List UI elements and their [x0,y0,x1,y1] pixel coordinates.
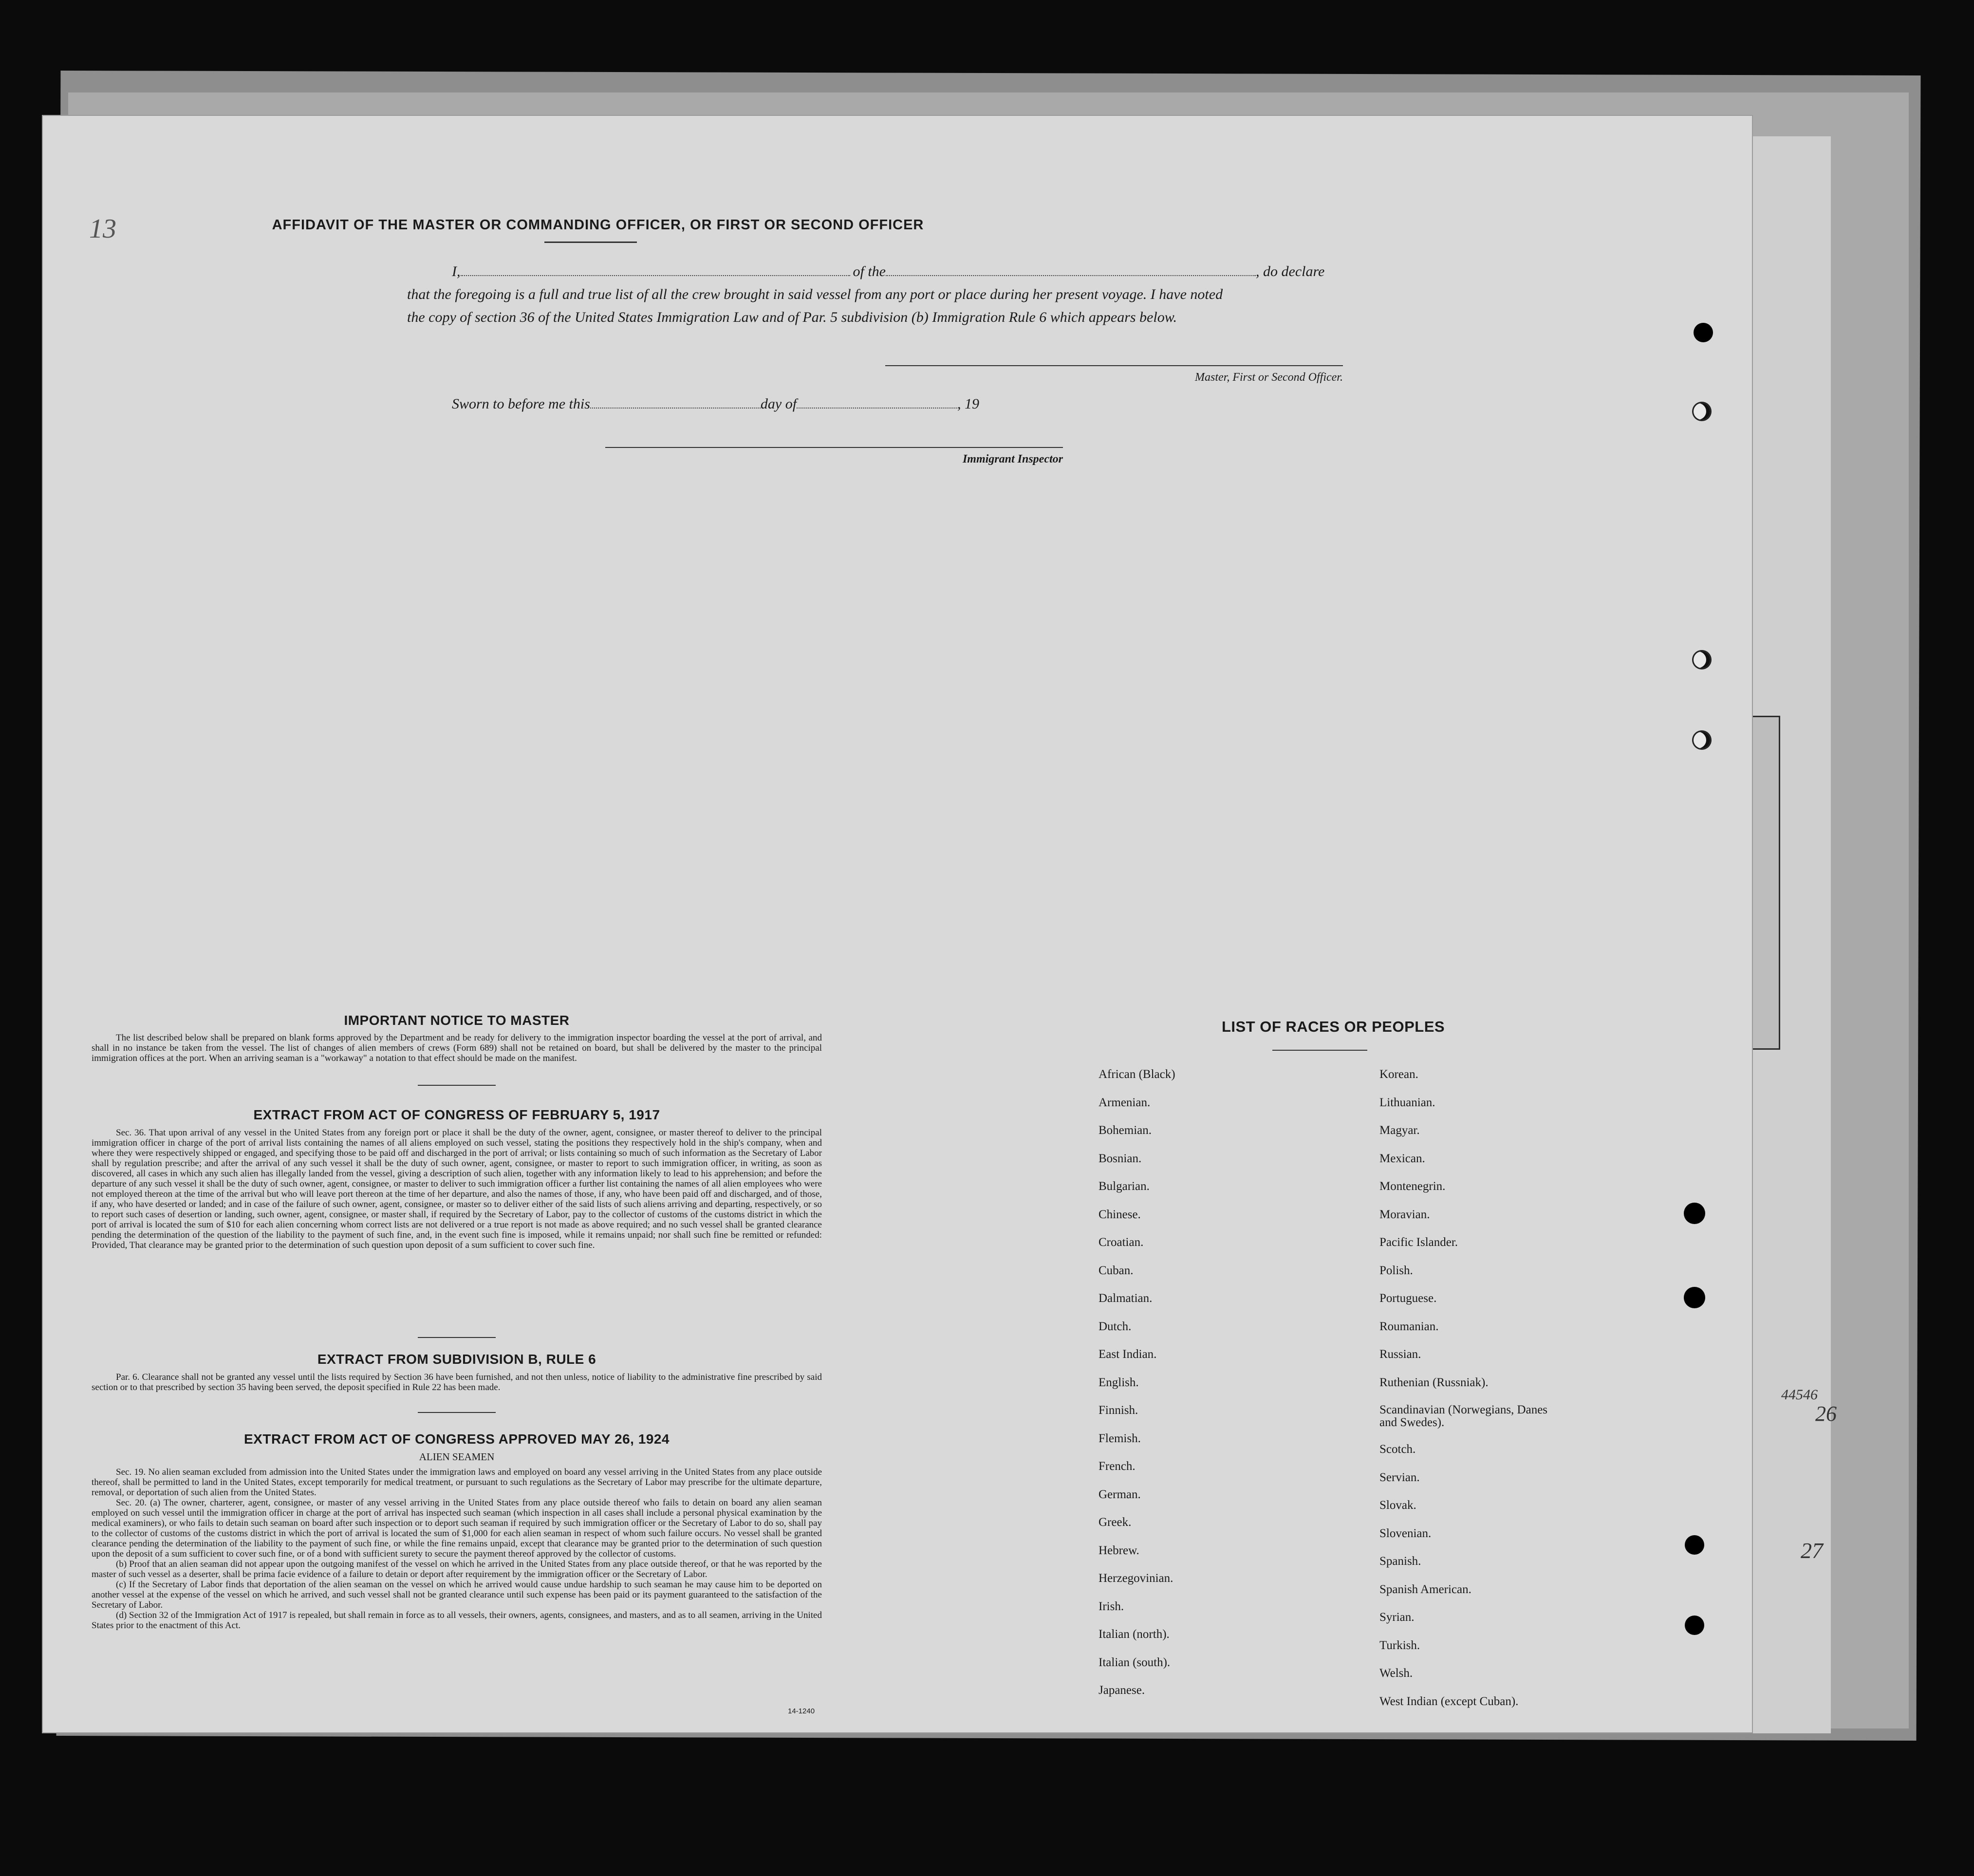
race-item: Italian (south). [1099,1655,1171,1669]
race-item: West Indian (except Cuban). [1379,1694,1519,1708]
races-right-column [1379,1068,1652,1723]
inspector-signature-caption: Immigrant Inspector [962,453,1063,465]
race-item: Italian (north). [1099,1628,1170,1641]
sec20c-text: (c) If the Secretary of Labor finds that deportation of the alien seaman on the vessel on which he arrived would cause undue hardship to such seaman he may cause him to be deported on another vessel at the expense of the vessel on which he arrived, and such vessel shall not be granted clearance until such expense has been paid or its payment guaranteed to the satisfaction of the Secretary of Labor. [92,1579,822,1610]
race-item: Montenegrin. [1379,1180,1446,1193]
race-item: Welsh. [1379,1667,1413,1680]
race-item: Moravian. [1379,1207,1430,1221]
race-item: Roumanian. [1379,1319,1439,1333]
affidavit-i-label: I, [452,263,461,279]
race-item: Magyar. [1379,1124,1420,1137]
master-signature-caption: Master, First or Second Officer. [1195,371,1343,384]
binder-hole [1694,323,1713,342]
notice-title: IMPORTANT NOTICE TO MASTER [344,1013,570,1028]
sworn-line [452,396,1036,412]
race-item: German. [1099,1487,1141,1501]
extract-1924-subtitle: ALIEN SEAMEN [419,1451,495,1463]
sworn-day-of-label: day of [760,396,797,412]
sec20d-text: (d) Section 32 of the Immigration Act of 1917 is repealed, but shall remain in force as to all vessels, their owners, agents, consignees, and masters, and as to all seamen, arriving in the United States prior to the enactment of this Act. [92,1610,822,1631]
affidavit-line-3: the copy of section 36 of the United States Immigration Law and of Par. 5 subdivision (b) Immigration Rule 6 which appears below. [407,309,1177,325]
master-signature-line [885,365,1343,366]
inspector-signature-line [605,447,1063,448]
race-item: Bulgarian. [1099,1180,1150,1193]
affidavit-of-the-label: of the [853,263,886,279]
extract-1924-title: EXTRACT FROM ACT OF CONGRESS APPROVED MAY 26, 1924 [244,1431,670,1447]
binder-hole [1685,1616,1704,1635]
sworn-month-blank [797,404,957,409]
page-corner-number: 13 [89,214,116,244]
vessel-blank [886,271,1256,276]
race-item: Bohemian. [1099,1124,1152,1137]
form-number: 14-1240 [788,1707,815,1715]
binder-hole [1684,1287,1705,1308]
extract-1917-title: EXTRACT FROM ACT OF CONGRESS OF FEBRUARY 5, 1917 [253,1107,660,1122]
handwritten-note: 44546 [1781,1387,1818,1403]
affidavit-line-1 [452,263,1406,280]
races-title-rule [1272,1050,1367,1051]
race-item: Ruthenian (Russniak). [1379,1375,1489,1389]
binder-hole [1685,1535,1704,1555]
name-blank [461,271,850,276]
sec20b-text: (b) Proof that an alien seaman did not appear upon the outgoing manifest of the vessel on which he arrived in the United States from any place outside thereof, or that he was reported by the master of such vessel as a deserter, shall be prima facie evidence of a failure to detain or deport after requirement by the immigration officer or the Secretary of Labor. [92,1559,822,1579]
binder-hole [1684,1203,1705,1224]
race-item: Croatian. [1099,1236,1144,1249]
race-item: Mexican. [1379,1152,1425,1165]
race-item: Irish. [1099,1599,1124,1613]
races-title: LIST OF RACES OR PEOPLES [1221,1018,1445,1035]
race-item: Japanese. [1099,1684,1145,1697]
sworn-prefix: Sworn to before me this [452,396,590,412]
binder-hole [1694,651,1710,668]
race-item: Korean. [1379,1068,1418,1081]
extract-rule6-title: EXTRACT FROM SUBDIVISION B, RULE 6 [317,1352,596,1367]
section-separator [418,1412,496,1413]
race-item: African (Black) [1099,1068,1175,1081]
race-item: Cuban. [1099,1263,1134,1277]
section-separator [418,1337,496,1338]
race-item: Spanish American. [1379,1582,1471,1596]
binder-hole [1694,732,1710,748]
title-rule [544,241,637,243]
handwritten-note: 26 [1815,1402,1837,1426]
race-item: Dalmatian. [1099,1292,1153,1305]
affidavit-line-2: that the foregoing is a full and true list of all the crew brought in said vessel from any port or place during her present voyage. I have noted [407,286,1223,302]
race-item: Bosnian. [1099,1152,1142,1165]
race-item: Polish. [1379,1263,1413,1277]
affidavit-title: AFFIDAVIT OF THE MASTER OR COMMANDING OFFICER, OR FIRST OR SECOND OFFICER [272,217,924,233]
race-item: Armenian. [1099,1096,1151,1109]
race-item: Portuguese. [1379,1292,1437,1305]
section-separator [418,1085,496,1086]
race-item: Herzegovinian. [1099,1572,1173,1585]
race-item: French. [1099,1460,1136,1473]
notice-text: The list described below shall be prepared on blank forms approved by the Department and be ready for delivery to the immigration inspector boarding the vessel at the port of arrival, and shall in no instance be taken from the vessel. The list of changes of alien members of crews (Form 689) shall not be retained on board, but shall be delivered by the master to the principal immigration offices at the port. When an arriving seaman is a "workaway" a notation to that effect should be made on the manifest. [92,1033,822,1063]
sworn-day-blank [590,404,761,409]
race-item: English. [1099,1375,1139,1389]
races-left-column [1099,1068,1371,1712]
race-item: Lithuanian. [1379,1096,1435,1109]
race-item: Dutch. [1099,1319,1132,1333]
race-item: Syrian. [1379,1611,1415,1624]
binder-hole [1694,403,1710,420]
race-item: East Indian. [1099,1348,1157,1361]
extract-rule6-text: Par. 6. Clearance shall not be granted any vessel until the lists required by Section 36 have been furnished, and not then unless, notice of liability to the administrative fine prescribed by said section or to that prescribed by section 35 having been served, the deposit specified in Rule 22 has been made. [92,1372,822,1393]
race-item: Slovak. [1379,1499,1416,1512]
race-item: Greek. [1099,1516,1132,1529]
race-item: Scotch. [1379,1443,1416,1456]
race-item: Servian. [1379,1470,1420,1484]
sworn-year-label: , 19 [957,396,980,412]
extract-1924-body [92,1467,822,1631]
sec20a-text: Sec. 20. (a) The owner, charterer, agent, consignee, or master of any vessel arriving in the United States from any place outside thereof who fails to detain on board any alien seaman employed on such vessel until the immigration officer in charge at the port of arrival has inspected such seaman (which inspection in all cases shall include a personal physical examination by the medical examiners), or who fails to detain such seaman on board after such inspection or to deport such seaman if required by such immigration officer or the Secretary of Labor to do so, shall pay to the collector of customs of the customs district in which the port of arrival is located the sum of $1,000 for each alien seaman in respect of whom such failure occurs. No vessel shall be granted clearance pending the determination of the liability to the payment of such fine, or while the fine remains unpaid, except that clearance may be granted prior to the determination of such question upon the deposit of a sum sufficient to cover such fine, or of a bond with sufficient surety to secure the payment thereof approved by the collector of customs. [92,1498,822,1559]
race-item: Hebrew. [1099,1543,1139,1557]
race-item: Scandinavian (Norwegians, Danes and Swedes). [1379,1403,1548,1429]
race-item: Spanish. [1379,1555,1421,1568]
handwritten-note: 27 [1801,1538,1823,1563]
race-item: Pacific Islander. [1379,1236,1458,1249]
race-item: Turkish. [1379,1638,1420,1652]
race-item: Chinese. [1099,1207,1141,1221]
extract-1917-text: Sec. 36. That upon arrival of any vessel in the United States from any foreign port or place it shall be the duty of the owner, agent, consignee, or master thereof to deliver to the principal immigration officer in charge of the port of arrival lists containing the names of all aliens employed on such vessel, stating the positions they respectively hold in the ship's company, when and where they were respectively shipped or engaged, and specifying those to be paid off and discharged in the port of arrival; or lists containing so much of such information as the Secretary of Labor shall by regulation prescribe; and after the arrival of any such vessel it shall be the duty of such owner, agent, consignee, or master to report to such immigration officer, in writing, as soon as discovered, all cases in which any such alien has illegally landed from the vessel, giving a description of such alien, together with any information likely to lead to his apprehension; and before the departure of any such vessel it shall be the duty of such owner, agent, consignee, or master to deliver to such immigration officer a further list containing the names of all alien employees who were not employed thereon at the time of the arrival but who will leave port thereon at the time of her departure, and also the names of those, if any, who have been paid off and discharged, and of those, if any, who have deserted or landed; and in case of the failure of such owner, agent, consignee, or master so to deliver either of the said lists of such aliens arriving and departing, respectively, or so to report such cases of desertion or landing, such owner, agent, consignee, or master shall, if required by the Secretary of Labor, pay to the collector of customs of the customs district in which the port of arrival is located the sum of $10 for each alien concerning whom correct lists are not delivered or a true report is not made as above required; and no such vessel shall be granted clearance pending the determination of the question of the liability to the payment of such fine, and, in the event such fine is imposed, while it remains unpaid; nor shall such fine be remitted or refunded: Provided, That clearance may be granted prior to the determination of such question upon deposit of a sum sufficient to cover such fine. [92,1128,822,1250]
race-item: Finnish. [1099,1404,1138,1417]
race-item: Russian. [1379,1348,1421,1361]
race-item: Slovenian. [1379,1526,1432,1540]
manifest-page [43,116,1837,1732]
sec19-text: Sec. 19. No alien seaman excluded from admission into the United States under the immigration laws and employed on board any vessel arriving in the United States from any place outside thereof, shall be permitted to land in the United States, except temporarily for medical treatment, or pursuant to such regulations as the Secretary of Labor may prescribe for the ultimate departure, removal, or deportation of such alien from the United States. [92,1467,822,1498]
race-item: Flemish. [1099,1431,1141,1445]
affidavit-declare-label: , do declare [1256,263,1325,279]
